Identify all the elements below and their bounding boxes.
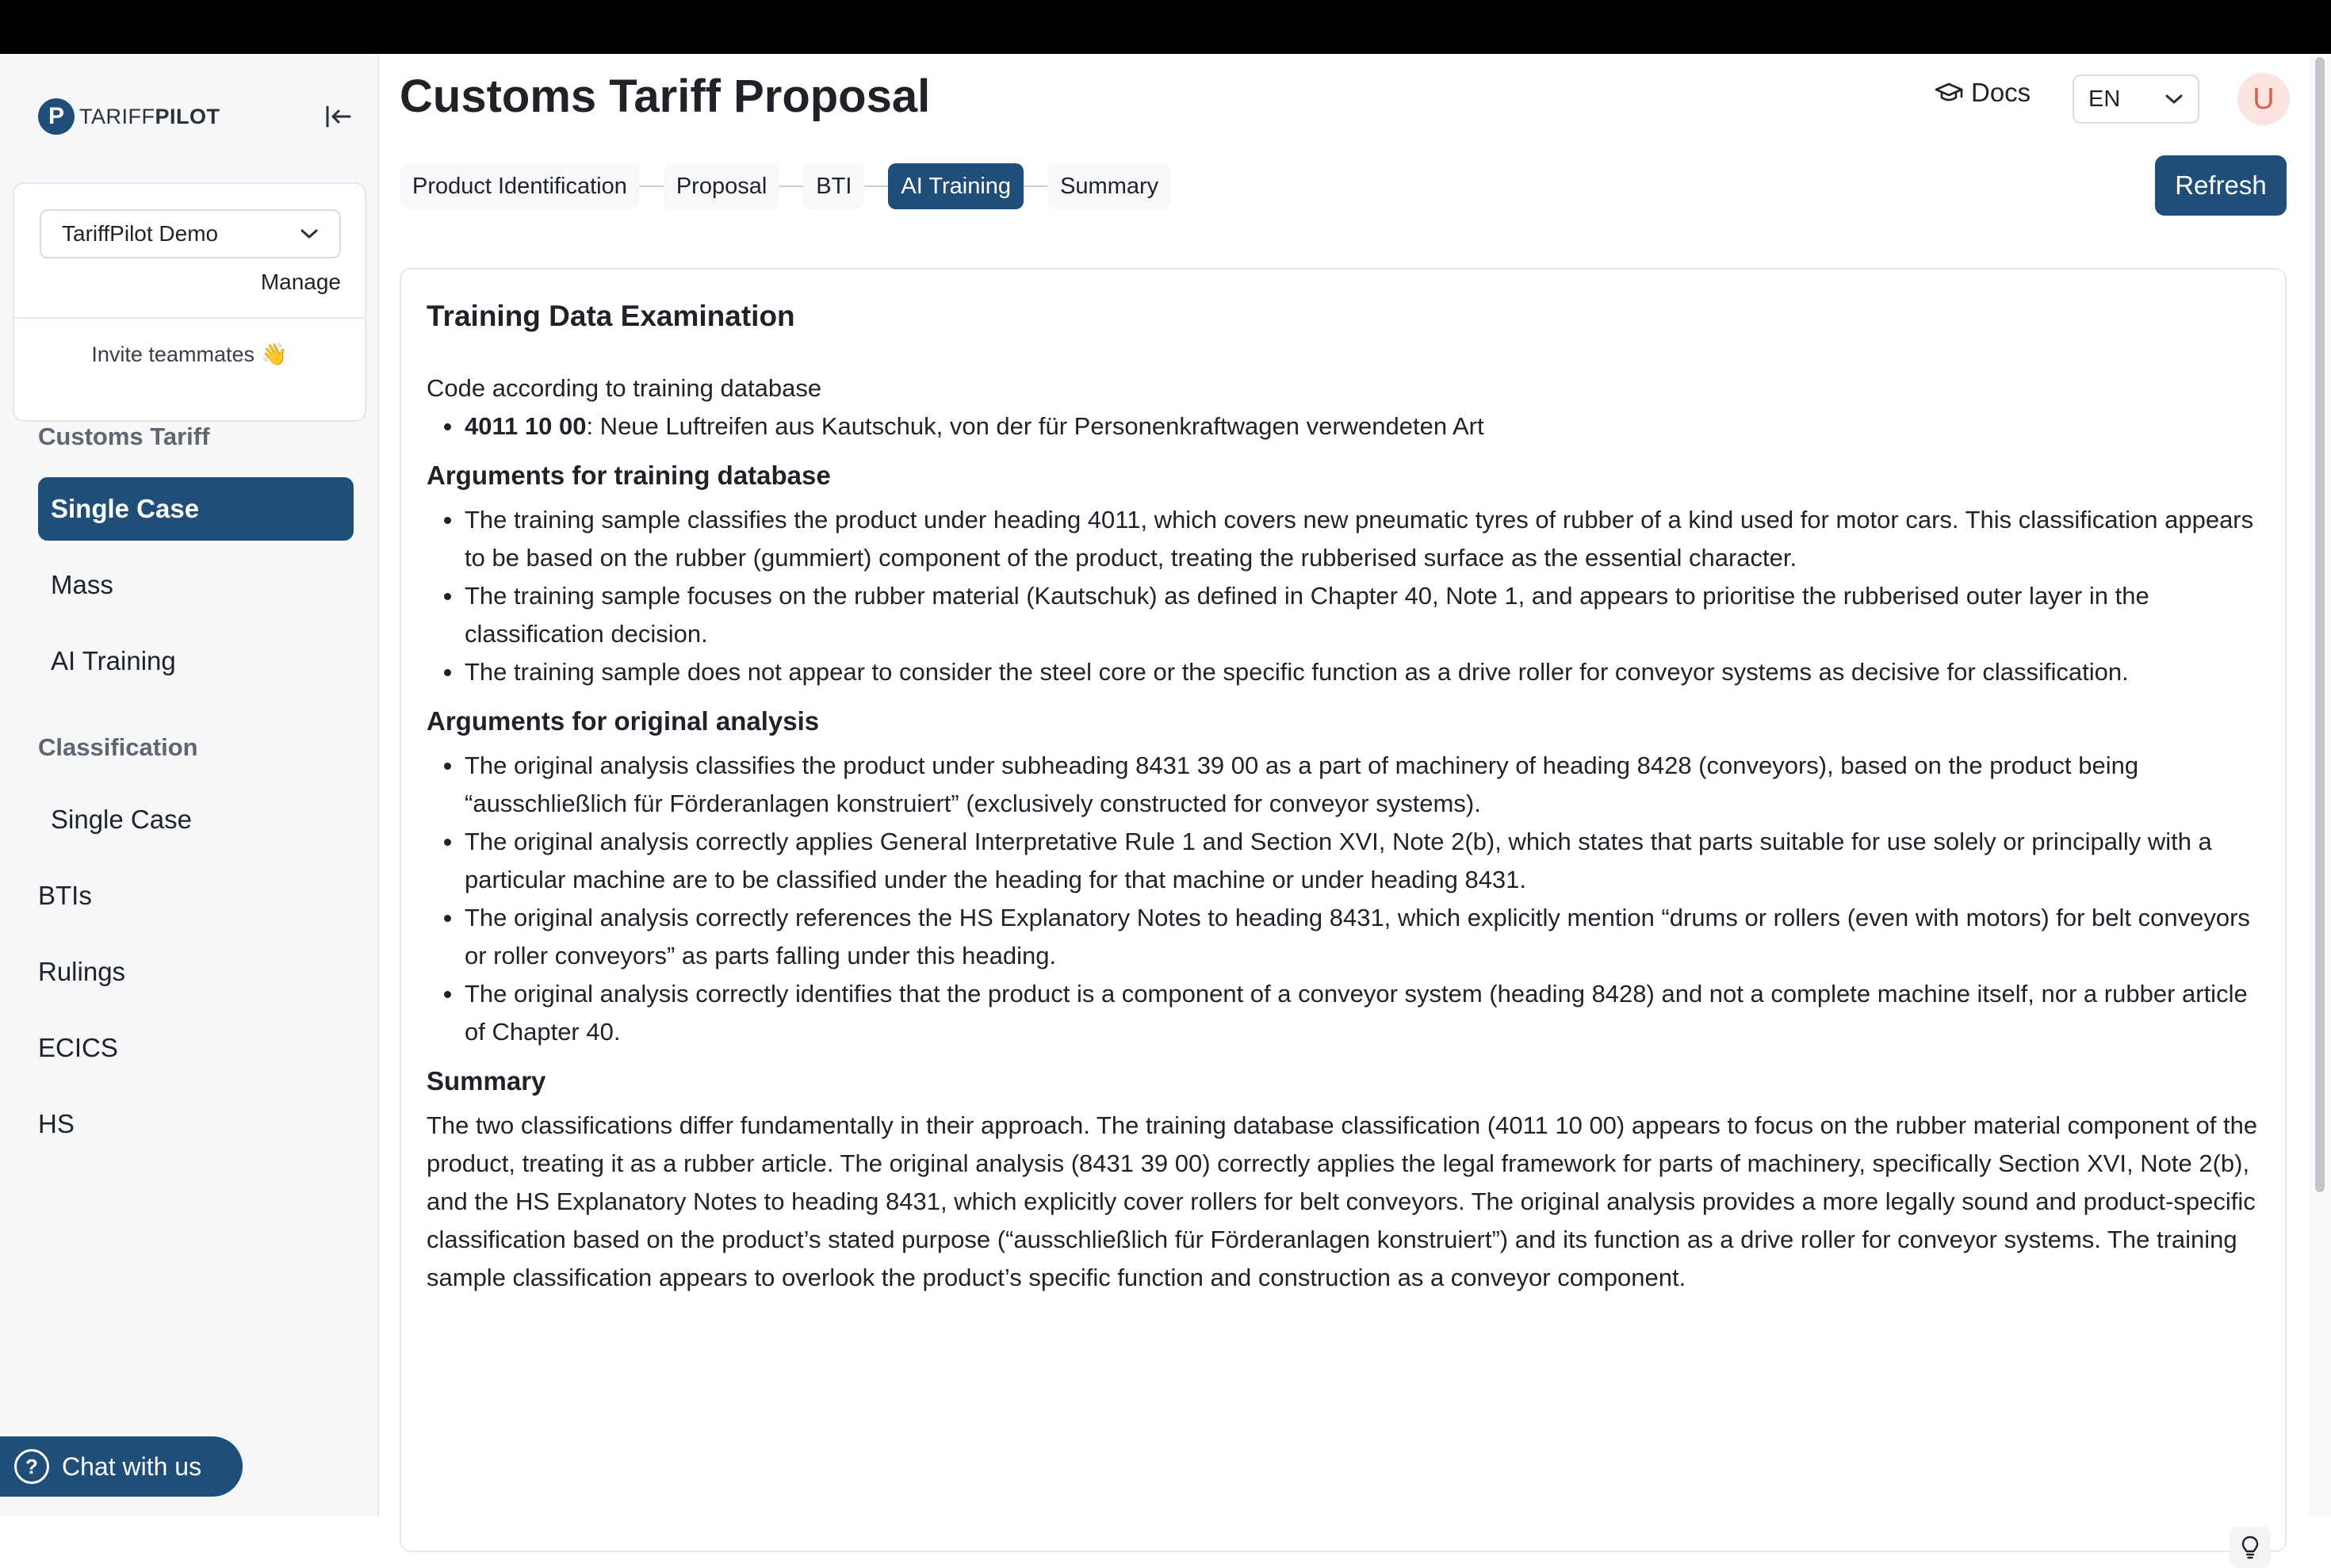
avatar[interactable]: U: [2237, 73, 2290, 125]
tariff-code: 4011 10 00: [465, 412, 587, 440]
sidebar-item-single-case[interactable]: Single Case: [38, 477, 354, 541]
training-arguments-heading: Arguments for training database: [427, 461, 831, 490]
collapse-sidebar-button[interactable]: [322, 100, 355, 133]
graduation-cap-icon: [1935, 81, 1963, 105]
logo[interactable]: [38, 98, 220, 135]
step-connector: [1024, 185, 1047, 187]
list-item: The original analysis correctly applies General Interpretative Rule 1 and Section XVI, Note 2(b), which states that parts suitable for use solely or principally with a particular machine are to be classified under the heading for that machine or under heading 8431.: [427, 823, 2258, 899]
language-select[interactable]: [2073, 75, 2199, 124]
step-connector: [779, 185, 803, 187]
sidebar-item-classification-single-case[interactable]: Single Case: [51, 805, 192, 834]
sidebar-item-btis[interactable]: BTIs: [38, 881, 92, 910]
logo-mark-icon: P: [38, 98, 75, 135]
invite-teammates-link[interactable]: [14, 319, 365, 422]
sidebar-item-rulings[interactable]: Rulings: [38, 957, 126, 986]
organization-card: [13, 182, 366, 422]
code-list: [427, 407, 2258, 446]
docs-label: Docs: [1971, 78, 2031, 107]
page-scrollbar[interactable]: [2309, 54, 2331, 1516]
sidebar-item-ecics[interactable]: ECICS: [38, 1033, 118, 1062]
sidebar-item-mass[interactable]: Mass: [51, 570, 113, 599]
scrollbar-thumb[interactable]: [2315, 57, 2325, 1192]
step-connector: [640, 185, 664, 187]
refresh-button[interactable]: Refresh: [2155, 155, 2287, 216]
sidebar-item-ai-training[interactable]: AI Training: [51, 646, 176, 675]
question-circle-icon: ?: [14, 1449, 49, 1484]
chevron-down-icon: [300, 228, 319, 240]
panel-title: Training Data Examination: [427, 300, 795, 332]
training-arguments-list: [427, 501, 2258, 691]
sidebar-item-hs[interactable]: HS: [38, 1109, 75, 1138]
step-navigation: [400, 163, 1171, 209]
browser-top-bar: [0, 0, 2331, 54]
code-intro: Code according to training database: [427, 374, 822, 402]
chat-with-us-button[interactable]: [0, 1436, 243, 1497]
list-item: The original analysis classifies the product under subheading 8431 39 00 as a part of machinery of heading 8428 (conveyors), based on the product being “ausschließlich für Förderanlagen konstruiert” (exclusively constructed for conveyor systems).: [427, 747, 2258, 823]
nav-section-classification: Classification: [38, 733, 198, 761]
list-item: The original analysis correctly identifies that the product is a component of a conveyor system (heading 8428) and not a complete machine itself, nor a rubber article of Chapter 40.: [427, 975, 2258, 1051]
list-item: The training sample focuses on the rubber material (Kautschuk) as defined in Chapter 40, Note 1, and appears to prioritise the rubberised outer layer in the classification decision.: [427, 577, 2258, 653]
summary-heading: Summary: [427, 1066, 546, 1096]
sidebar: [0, 54, 379, 1516]
lightbulb-icon: [2240, 1535, 2260, 1560]
tariff-code-description: : Neue Luftreifen aus Kautschuk, von der für Personenkraftwagen verwendeten Art: [586, 412, 1484, 440]
training-data-panel: [400, 268, 2287, 1552]
docs-link[interactable]: [1935, 78, 2031, 108]
step-product-identification[interactable]: Product Identification: [400, 163, 640, 209]
organization-select[interactable]: [40, 209, 341, 258]
main-content: [381, 54, 2307, 1516]
organization-name: TariffPilot Demo: [62, 221, 219, 246]
language-value: EN: [2088, 86, 2121, 112]
list-item: The training sample does not appear to consider the steel core or the specific function as a drive roller for conveyor systems as decisive for classification.: [427, 653, 2258, 691]
hint-button[interactable]: [2230, 1527, 2271, 1568]
nav-section-customs-tariff: Customs Tariff: [38, 423, 210, 450]
list-item: The training sample classifies the product under heading 4011, which covers new pneumatic tyres of rubber of a kind used for motor cars. This classification appears to be based on the rubber (gummiert) component of the product, treating the rubberised surface as the essential character.: [427, 501, 2258, 577]
list-item: The original analysis correctly references the HS Explanatory Notes to heading 8431, which explicitly mention “drums or rollers (even with motors) for belt conveyors or roller conveyors” as parts falling under this heading.: [427, 899, 2258, 975]
original-arguments-list: [427, 747, 2258, 1051]
list-item: [427, 407, 2258, 446]
step-connector: [864, 185, 888, 187]
page-title: Customs Tariff Proposal: [400, 71, 931, 122]
step-proposal[interactable]: Proposal: [664, 163, 779, 209]
manage-link[interactable]: Manage: [260, 270, 341, 294]
logo-text: [79, 105, 220, 129]
summary-text: The two classifications differ fundamentally in their approach. The training database classification (4011 10 00) appears to focus on the rubber material component of the product, treating it as a rubber article. The original analysis (8431 39 00) correctly applies the legal framework for parts of machinery, specifically Section XVI, Note 2(b), and the HS Explanatory Notes to heading 8431, which explicitly cover rollers for belt conveyors. The original analysis provides a more legally sound and product-specific classification based on the product’s stated purpose (“ausschließlich für Förderanlagen konstruiert”) and its function as a drive roller for conveyor systems. The training sample classification appears to overlook the product’s specific function and construction as a conveyor component.: [427, 1111, 2258, 1291]
chat-label: Chat with us: [62, 1451, 202, 1481]
waving-hand-icon: 👋: [260, 342, 288, 366]
collapse-sidebar-icon: [325, 105, 352, 128]
original-arguments-heading: Arguments for original analysis: [427, 706, 820, 736]
step-summary[interactable]: Summary: [1047, 163, 1171, 209]
logo-text-light: TARIFF: [79, 104, 155, 128]
invite-label: Invite teammates: [91, 342, 255, 366]
logo-text-bold: PILOT: [155, 104, 220, 128]
step-ai-training[interactable]: AI Training: [888, 163, 1024, 209]
chevron-down-icon: [2164, 93, 2184, 105]
step-bti[interactable]: BTI: [803, 163, 864, 209]
panel-content: [427, 369, 2258, 1297]
